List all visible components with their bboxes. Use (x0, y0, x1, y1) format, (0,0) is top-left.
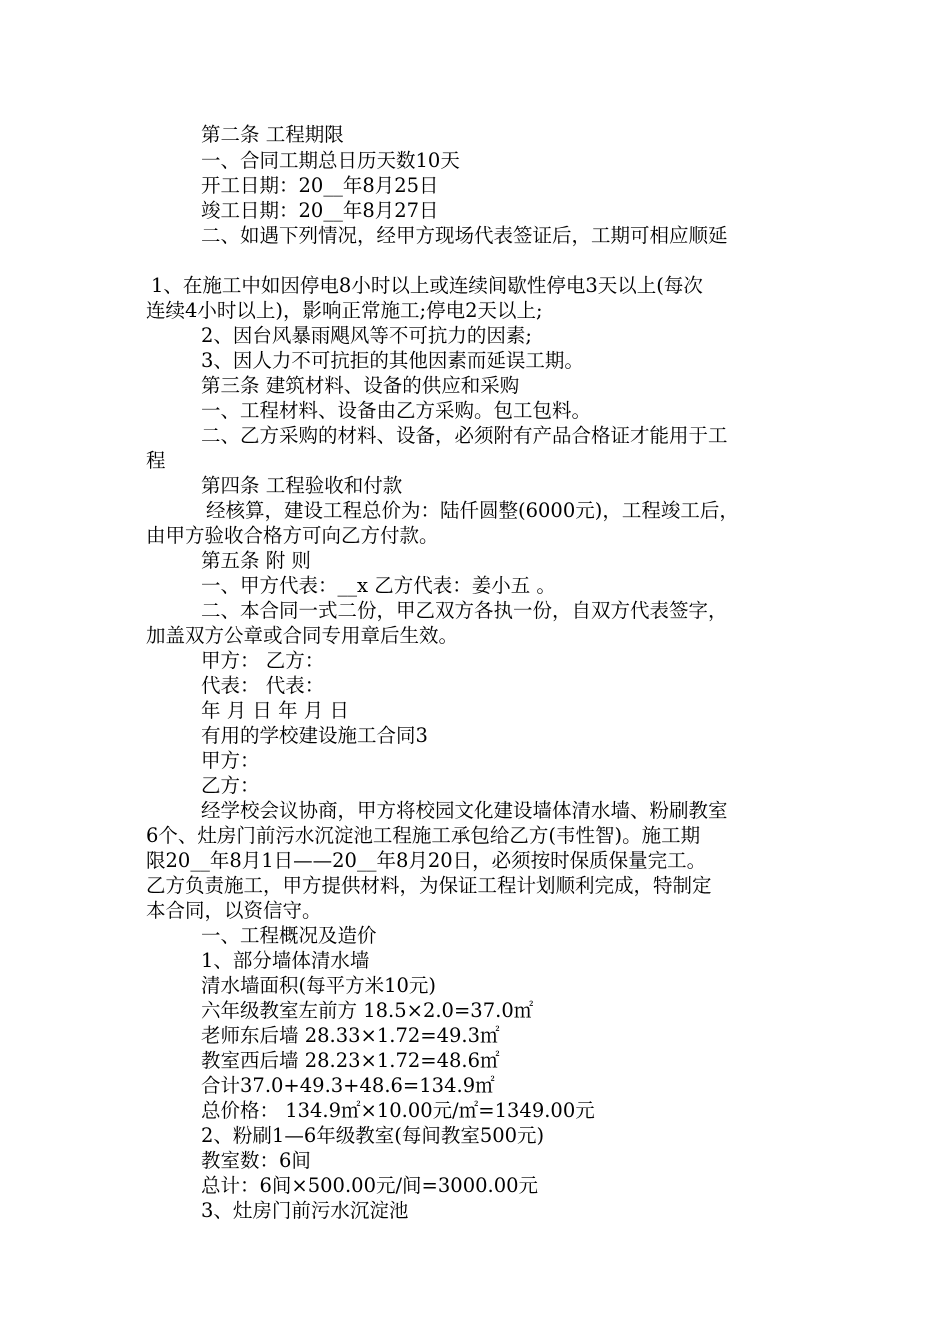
start-date-line: 开工日期：20__年8月25日 (201, 174, 439, 197)
completion-date-line: 竣工日期：20__年8月27日 (201, 199, 439, 222)
paragraph-line: 经学校会议协商，甲方将校园文化建设墙体清水墙、粉刷教室 (201, 799, 728, 822)
paragraph-line: 2、因台风暴雨飓风等不可抗力的因素; (201, 324, 532, 347)
paragraph-line: 二、本合同一式二份，甲乙双方各执一份，自双方代表签字， (201, 599, 728, 622)
paragraph-line: 一、工程材料、设备由乙方采购。包工包料。 (201, 399, 592, 422)
signature-party-line: 甲方： 乙方： (201, 649, 325, 672)
paragraph-line: 6个、灶房门前污水沉淀池工程施工承包给乙方(韦性智)。施工期 (146, 824, 701, 847)
paragraph-line: 程 (146, 449, 166, 472)
item-heading: 3、灶房门前污水沉淀池 (201, 1199, 409, 1222)
paragraph-line: 由甲方验收合格方可向乙方付款。 (146, 524, 439, 547)
paragraph-line: 加盖双方公章或合同专用章后生效。 (146, 624, 459, 647)
paragraph-line: 限20__年8月1日——20__年8月20日，必须按时保质保量完工。 (146, 849, 707, 872)
paragraph-line: 3、因人力不可抗拒的其他因素而延误工期。 (201, 349, 584, 372)
total-price-line: 总价格： 134.9㎡×10.00元/㎡=1349.00元 (201, 1099, 595, 1122)
calculation-line: 合计37.0+49.3+48.6=134.9㎡ (201, 1074, 495, 1097)
calculation-line: 老师东后墙 28.33×1.72=49.3㎡ (201, 1024, 500, 1047)
item-heading: 2、粉刷1—6年级教室(每间教室500元) (201, 1124, 545, 1147)
paragraph-line: 教室数：6间 (201, 1149, 311, 1172)
contract-title: 有用的学校建设施工合同3 (201, 724, 428, 747)
item-heading: 1、部分墙体清水墙 (201, 949, 370, 972)
calculation-line: 六年级教室左前方 18.5×2.0=37.0㎡ (201, 999, 534, 1022)
paragraph-line: 连续4小时以上)，影响正常施工;停电2天以上; (146, 299, 543, 322)
paragraph-line: 二、乙方采购的材料、设备，必须附有产品合格证才能用于工 (201, 424, 728, 447)
party-b-line: 乙方： (201, 774, 260, 797)
article-4-heading: 第四条 工程验收和付款 (201, 474, 403, 497)
representatives-line: 一、甲方代表：__x 乙方代表：姜小五 。 (201, 574, 556, 597)
paragraph-line: 乙方负责施工，甲方提供材料，为保证工程计划顺利完成，特制定 (146, 874, 712, 897)
signature-representative-line: 代表： 代表： (201, 674, 325, 697)
paragraph-line: 二、如遇下列情况，经甲方现场代表签证后，工期可相应顺延 (201, 224, 728, 247)
total-line: 总计：6间×500.00元/间=3000.00元 (201, 1174, 539, 1197)
paragraph-line: 1、在施工中如因停电8小时以上或连续间歇性停电3天以上(每次 (151, 274, 703, 297)
signature-date-line: 年 月 日 年 月 日 (201, 699, 349, 722)
article-3-heading: 第三条 建筑材料、设备的供应和采购 (201, 374, 520, 397)
party-a-line: 甲方： (201, 749, 260, 772)
paragraph-line: 经核算，建设工程总价为：陆仟圆整(6000元)，工程竣工后， (206, 499, 739, 522)
paragraph-line: 清水墙面积(每平方米10元) (201, 974, 437, 997)
section-heading: 一、工程概况及造价 (201, 924, 377, 947)
paragraph-line: 一、合同工期总日历天数10天 (201, 149, 460, 172)
paragraph-line: 本合同，以资信守。 (146, 899, 322, 922)
article-5-heading: 第五条 附 则 (201, 549, 311, 572)
calculation-line: 教室西后墙 28.23×1.72=48.6㎡ (201, 1049, 500, 1072)
article-2-heading: 第二条 工程期限 (201, 123, 344, 146)
